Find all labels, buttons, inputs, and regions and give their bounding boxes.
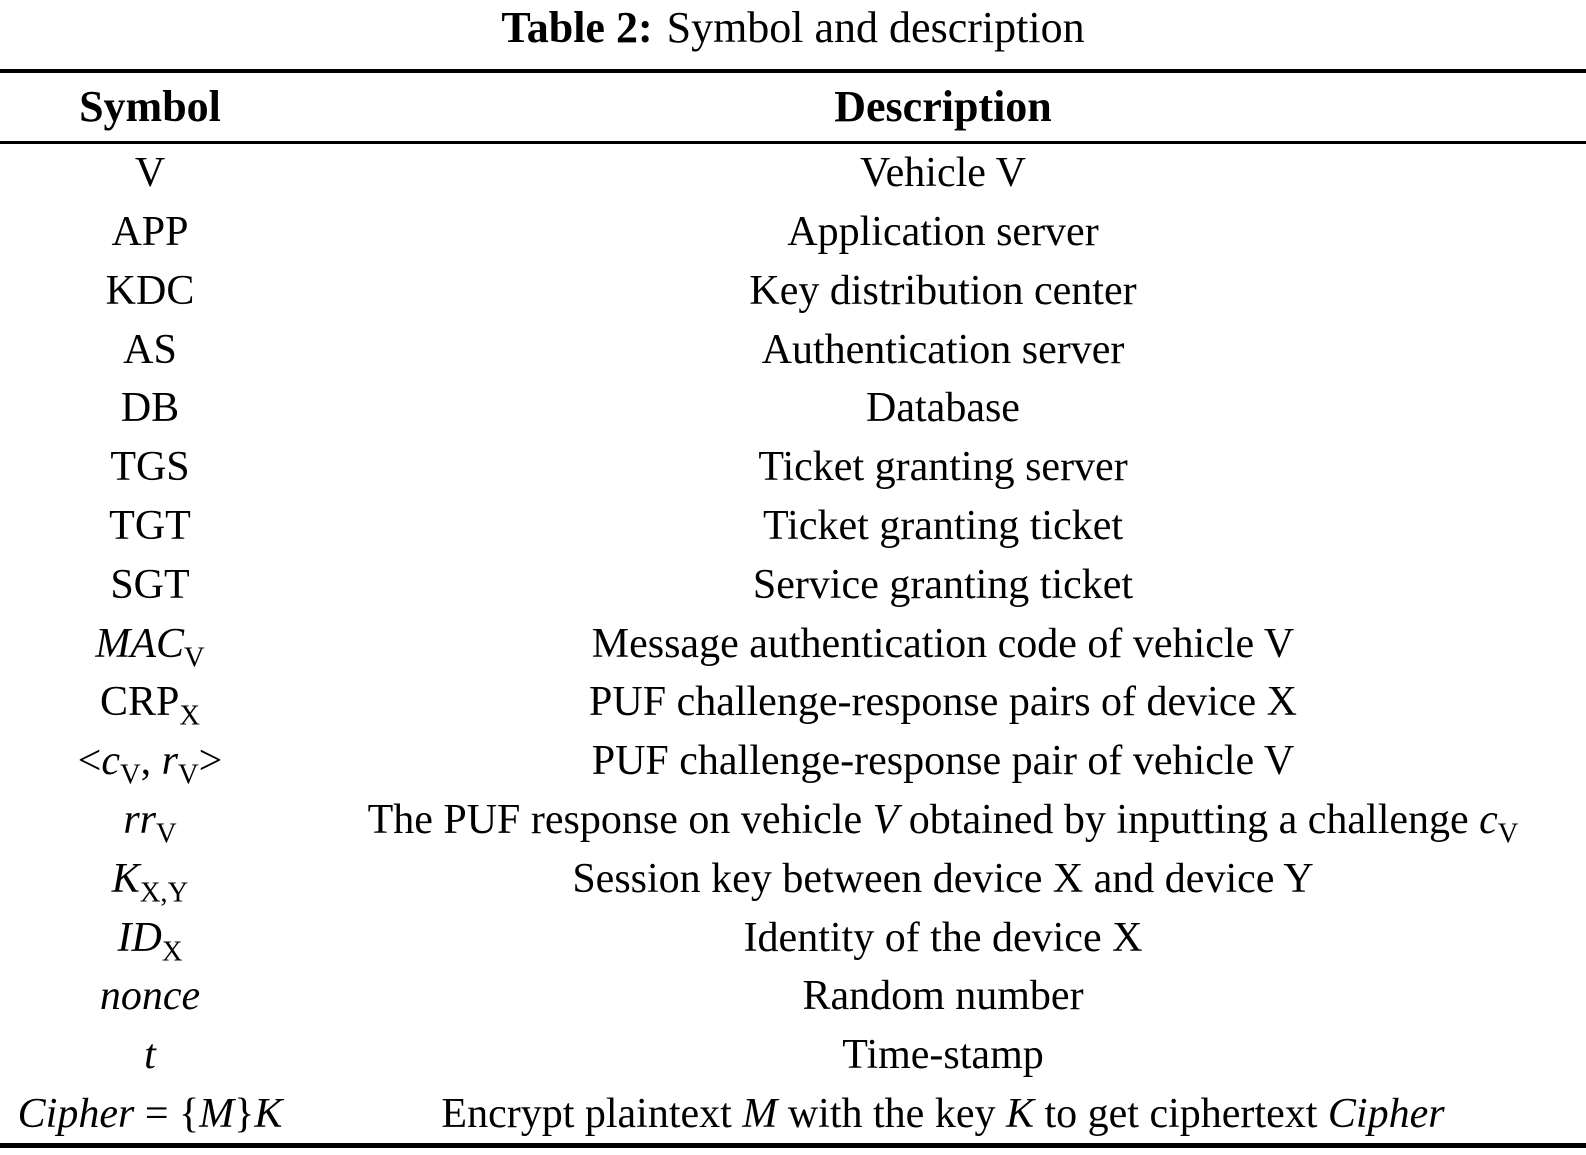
- header-row: [0, 71, 1586, 143]
- symbol-cell: KDC: [105, 267, 195, 314]
- symbol-cell: $MAC_V$: [95, 620, 205, 673]
- symbol-cell: TGT: [109, 502, 191, 549]
- table-row: [0, 320, 1586, 379]
- table-row: [0, 1026, 1586, 1085]
- description-cell: Time-stamp: [842, 1032, 1044, 1079]
- symbol-cell: DB: [120, 385, 180, 432]
- description-cell: Authentication server: [761, 326, 1125, 373]
- table-body: [0, 142, 1586, 1146]
- symbol-cell: $ID_X$: [117, 914, 183, 967]
- table-row: [0, 261, 1586, 320]
- description-cell: Application server: [787, 208, 1099, 255]
- description-cell: Service granting ticket: [752, 561, 1134, 608]
- table-caption: [0, 0, 1586, 55]
- table-row: [0, 1085, 1586, 1146]
- symbol-cell: nonce: [99, 973, 201, 1020]
- description-cell: PUF challenge-response pair of vehicle V: [591, 738, 1295, 785]
- table-row: [0, 849, 1586, 908]
- description-cell: Key distribution center: [749, 267, 1137, 314]
- table-row: [0, 379, 1586, 438]
- description-column-header: Description: [300, 71, 1586, 143]
- description-cell: The PUF response on vehicle V obtained by inputting a challenge $c_V$: [367, 796, 1519, 850]
- symbol-cell: $K_{X,Y}$: [111, 855, 189, 909]
- table-row: [0, 967, 1586, 1026]
- table-row: [0, 555, 1586, 614]
- description-cell: Message authentication code of vehicle V: [591, 620, 1295, 667]
- description-cell: Identity of the device X: [743, 914, 1143, 961]
- description-cell: Encrypt plaintext M with the key K to get ciphertext Cipher: [441, 1090, 1445, 1137]
- symbol-column-header: Symbol: [0, 71, 300, 143]
- symbol-cell: $rr_V$: [123, 796, 177, 850]
- symbol-cell: AS: [123, 326, 177, 373]
- table-row: [0, 438, 1586, 497]
- description-cell: Session key between device X and device Y: [572, 855, 1314, 902]
- symbol-cell: Cipher = {M}K: [17, 1090, 283, 1137]
- table-row: [0, 908, 1586, 967]
- table-row: [0, 732, 1586, 791]
- table-row: [0, 673, 1586, 732]
- table-row: [0, 791, 1586, 850]
- description-cell: Vehicle V: [859, 150, 1026, 197]
- symbol-cell: SGT: [110, 561, 190, 608]
- symbol-cell: TGS: [110, 444, 190, 491]
- table-row: [0, 497, 1586, 556]
- description-cell: Ticket granting ticket: [762, 502, 1124, 549]
- symbol-cell: t: [144, 1032, 156, 1079]
- table-row: [0, 203, 1586, 262]
- table-row: [0, 614, 1586, 673]
- description-cell: Random number: [802, 973, 1084, 1020]
- description-cell: Database: [866, 385, 1020, 432]
- table-caption-text: Symbol and description: [666, 3, 1085, 52]
- description-cell: Ticket granting server: [758, 444, 1128, 491]
- symbol-cell: APP: [111, 208, 189, 255]
- symbol-cell: $CRP_X$: [99, 679, 200, 732]
- table-row: [0, 142, 1586, 202]
- description-cell: PUF challenge-response pairs of device X: [589, 679, 1297, 726]
- symbol-cell: $<c_V$, $r_V>$: [77, 738, 223, 791]
- symbol-description-table: [0, 69, 1586, 1149]
- symbol-cell: V: [134, 150, 166, 197]
- table-caption-label: Table 2:: [501, 3, 653, 52]
